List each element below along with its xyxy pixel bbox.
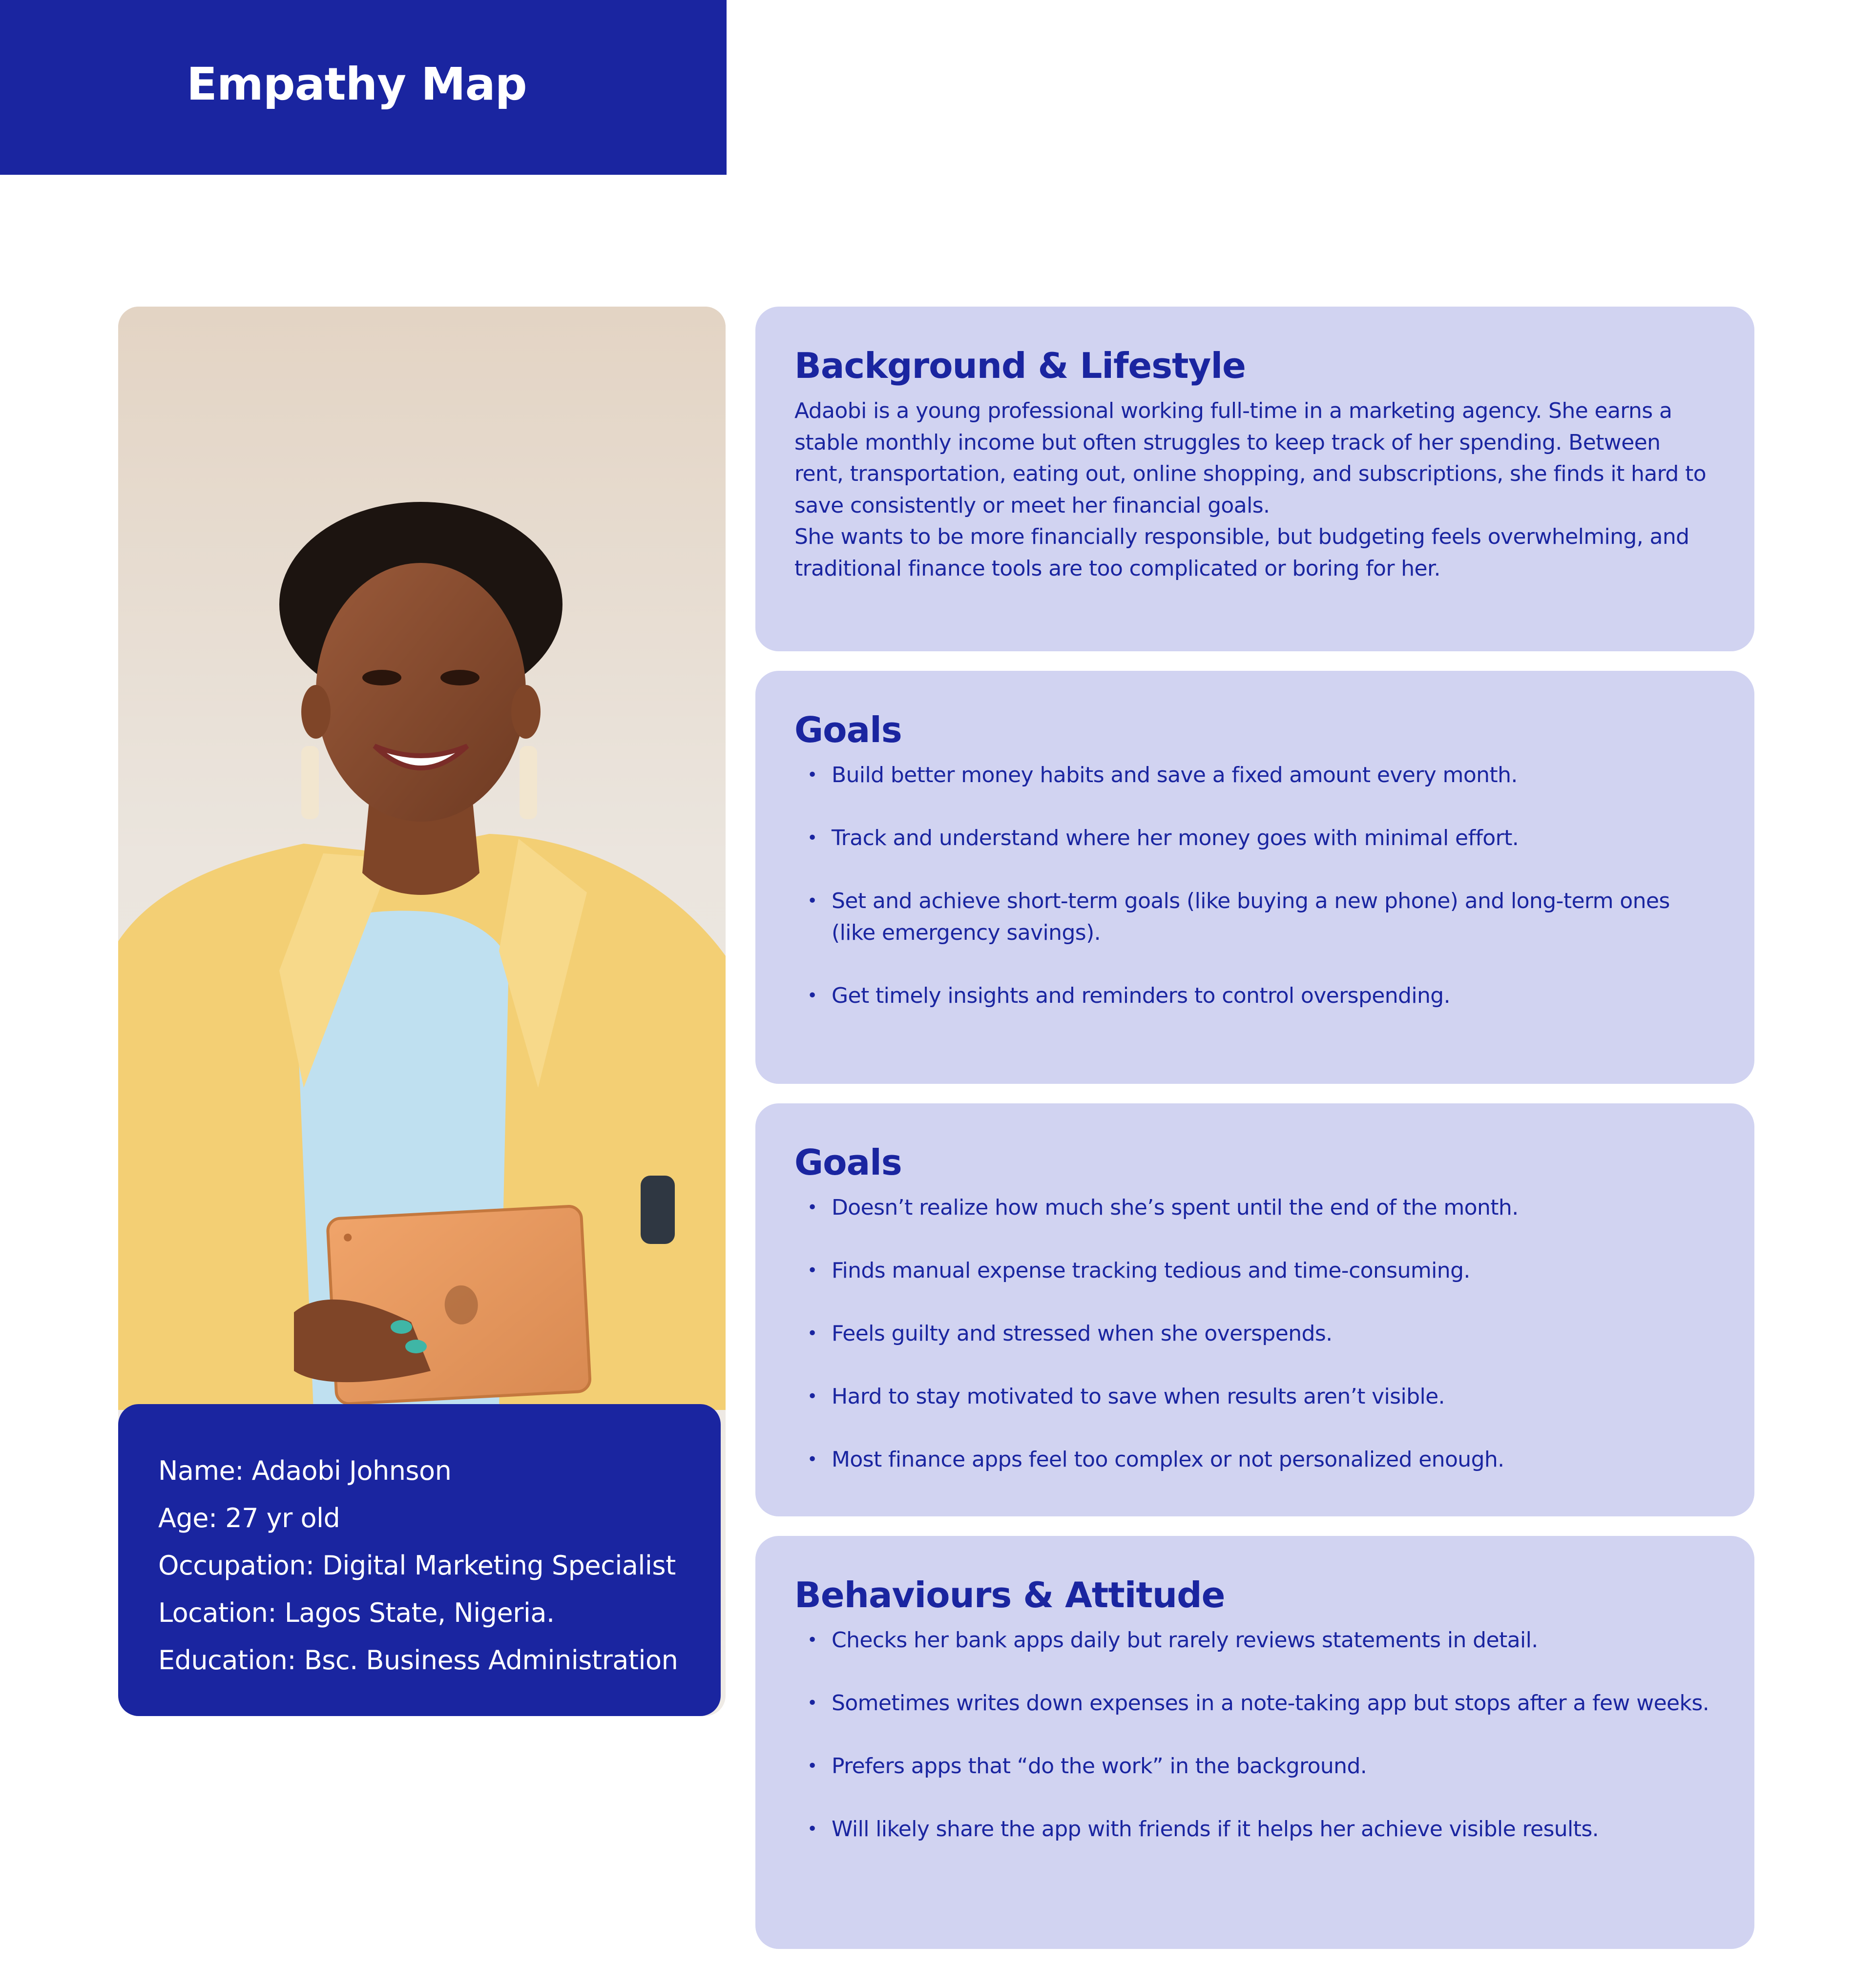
bullet-icon: • xyxy=(807,985,817,1006)
list-item: • Hard to stay motivated to save when results aren’t visible. xyxy=(794,1381,1715,1413)
page-title: Empathy Map xyxy=(187,58,527,110)
persona-location: Location: Lagos State, Nigeria. xyxy=(158,1597,555,1628)
background-title: Background & Lifestyle xyxy=(794,345,1246,386)
background-paragraph-1: Adaobi is a young professional working full-time in a marketing agency. She earns a stable monthly income but often struggles to keep track of her spending. Between rent, transportation, eating out, online shopping, and subscriptions, she finds it hard to save consistently or meet her financial goals. xyxy=(794,398,1707,518)
bullet-icon: • xyxy=(807,1693,817,1714)
bullet-icon: • xyxy=(807,828,817,849)
pain-points-card xyxy=(755,1103,1754,1516)
bullet-icon: • xyxy=(807,1450,817,1470)
behaviours-card xyxy=(755,1536,1754,1949)
bullet-icon: • xyxy=(807,1756,817,1777)
list-item: • Sometimes writes down expenses in a note-taking app but stops after a few weeks. xyxy=(794,1688,1715,1719)
background-paragraph-2: She wants to be more financially responsible, but budgeting feels overwhelming, and traditional finance tools are too complicated or boring for her. xyxy=(794,524,1689,581)
bullet-icon: • xyxy=(807,1387,817,1407)
list-item: • Set and achieve short-term goals (like buying a new phone) and long-term ones (like emergency savings). xyxy=(794,886,1715,949)
persona-photo xyxy=(118,307,726,1410)
list-item: • Track and understand where her money goes with minimal effort. xyxy=(794,823,1715,854)
bullet-icon: • xyxy=(807,1819,817,1840)
bullet-icon: • xyxy=(807,1324,817,1344)
list-item: • Finds manual expense tracking tedious and time-consuming. xyxy=(794,1255,1715,1287)
header-band xyxy=(0,0,727,175)
goals-list xyxy=(794,760,1715,1012)
persona-education: Education: Bsc. Business Administration xyxy=(158,1645,678,1676)
bullet-icon: • xyxy=(807,1198,817,1218)
list-item: • Prefers apps that “do the work” in the background. xyxy=(794,1751,1715,1782)
bullet-icon: • xyxy=(807,1630,817,1651)
behaviours-title: Behaviours & Attitude xyxy=(794,1574,1225,1615)
bullet-icon: • xyxy=(807,891,817,911)
background-text xyxy=(794,395,1715,584)
list-item: • Doesn’t realize how much she’s spent until the end of the month. xyxy=(794,1192,1715,1224)
list-item: • Will likely share the app with friends if it helps her achieve visible results. xyxy=(794,1814,1715,1845)
list-item: • Most finance apps feel too complex or not personalized enough. xyxy=(794,1444,1715,1476)
bullet-icon: • xyxy=(807,1261,817,1281)
behaviours-list xyxy=(794,1625,1715,1845)
list-item: • Get timely insights and reminders to control overspending. xyxy=(794,980,1715,1012)
persona-name: Name: Adaobi Johnson xyxy=(158,1455,452,1486)
list-item: • Build better money habits and save a fixed amount every month. xyxy=(794,760,1715,791)
pain-points-title: Goals xyxy=(794,1142,902,1183)
bullet-icon: • xyxy=(807,765,817,786)
background-card xyxy=(755,307,1754,651)
list-item: • Checks her bank apps daily but rarely reviews statements in detail. xyxy=(794,1625,1715,1657)
goals-title: Goals xyxy=(794,709,902,750)
list-item: • Feels guilty and stressed when she overspends. xyxy=(794,1318,1715,1350)
persona-details-box xyxy=(118,1404,721,1716)
persona-occupation: Occupation: Digital Marketing Specialist xyxy=(158,1550,676,1581)
pain-points-list xyxy=(794,1192,1715,1476)
goals-card xyxy=(755,671,1754,1084)
persona-age: Age: 27 yr old xyxy=(158,1503,340,1533)
